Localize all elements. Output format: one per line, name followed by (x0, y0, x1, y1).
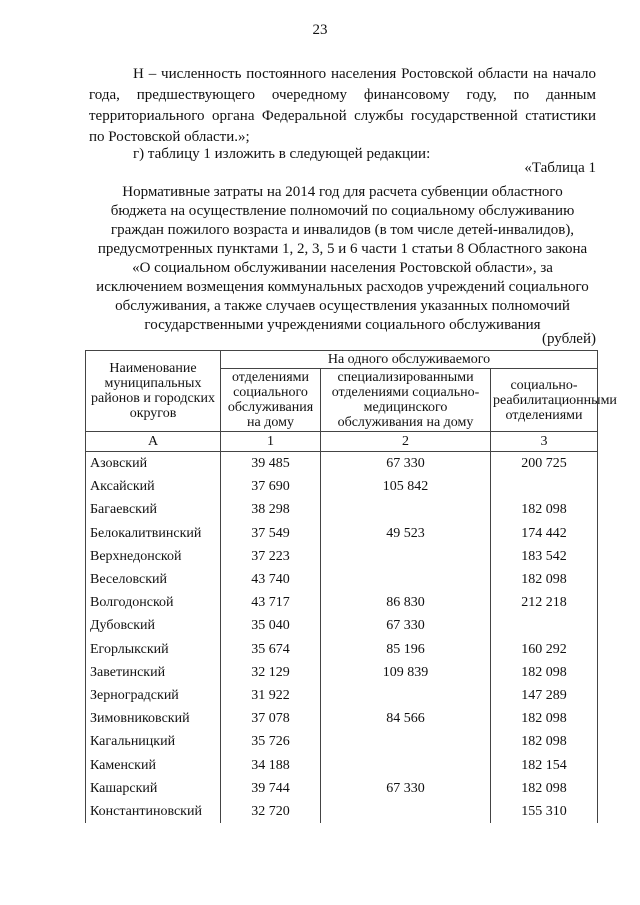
municipality-name: Аксайский (86, 475, 221, 498)
value-cell: 39 744 (221, 777, 321, 800)
table-row (86, 568, 598, 591)
table-body (86, 452, 598, 824)
table-title-line: Нормативные затраты на 2014 год для расчета субвенции областного (122, 184, 563, 200)
value-cell: 31 922 (221, 684, 321, 707)
header-rehabilitation: социально-реабилитационными отделениями (491, 369, 598, 432)
table-title-line: обслуживания, а также случаев осуществления указанных полномочий (115, 298, 570, 314)
units-label: (рублей) (541, 331, 596, 347)
municipality-name: Волгодонской (86, 591, 221, 614)
value-cell: 182 154 (491, 753, 598, 776)
header-municipality: Наименование муниципальных районов и городских округов (86, 351, 221, 432)
paragraph-2-text: г) таблицу 1 изложить в следующей редакции: (133, 146, 431, 162)
table-row (86, 452, 598, 476)
table-title-line: исключением возмещения коммунальных расходов учреждений социального (96, 279, 589, 295)
municipality-name: Верхнедонской (86, 545, 221, 568)
index-cell: А (86, 432, 221, 452)
table-row (86, 777, 598, 800)
value-cell (321, 730, 491, 753)
value-cell: 183 542 (491, 545, 598, 568)
table-title-line: государственными учреждениями социального обслуживания (144, 317, 541, 333)
table-row (86, 591, 598, 614)
value-cell: 200 725 (491, 452, 598, 476)
value-cell: 38 298 (221, 498, 321, 521)
value-cell: 35 674 (221, 638, 321, 661)
value-cell (321, 498, 491, 521)
table-row (86, 522, 598, 545)
table-row (86, 638, 598, 661)
value-cell: 155 310 (491, 800, 598, 823)
value-cell: 32 720 (221, 800, 321, 823)
value-cell: 160 292 (491, 638, 598, 661)
value-cell (321, 545, 491, 568)
value-cell: 85 196 (321, 638, 491, 661)
municipality-name: Заветинский (86, 661, 221, 684)
value-cell: 182 098 (491, 661, 598, 684)
table-row (86, 753, 598, 776)
value-cell: 43 717 (221, 591, 321, 614)
value-cell: 37 078 (221, 707, 321, 730)
value-cell: 182 098 (491, 498, 598, 521)
table-title-line: бюджета на осуществление полномочий по социальному обслуживанию (110, 203, 575, 219)
value-cell: 35 726 (221, 730, 321, 753)
value-cell: 109 839 (321, 661, 491, 684)
municipality-name: Кашарский (86, 777, 221, 800)
value-cell: 67 330 (321, 777, 491, 800)
value-cell: 34 188 (221, 753, 321, 776)
value-cell (321, 753, 491, 776)
value-cell: 49 523 (321, 522, 491, 545)
page-number: 23 (312, 22, 328, 38)
table-row (86, 730, 598, 753)
header-per-client: На одного обслуживаемого (221, 351, 598, 369)
value-cell: 105 842 (321, 475, 491, 498)
value-cell: 35 040 (221, 614, 321, 637)
value-cell: 84 566 (321, 707, 491, 730)
table-label: «Таблица 1 (524, 160, 596, 176)
expenditure-norms-table (85, 350, 617, 823)
header-home-service: отделениями социального обслуживания на дому (221, 369, 321, 432)
municipality-name: Азовский (86, 452, 221, 476)
municipality-name: Белокалитвинский (86, 522, 221, 545)
value-cell: 212 218 (491, 591, 598, 614)
municipality-name: Дубовский (86, 614, 221, 637)
paragraph-1-text: Н – численность постоянного населения Ростовской области на начало года, предшествующего очередному финансовому году, по данным территориального органа Федеральной службы государственной статистики по Ростовской области.»; (89, 66, 596, 145)
table-title-line: граждан пожилого возраста и инвалидов (в том числе детей-инвалидов), (110, 222, 575, 238)
value-cell: 67 330 (321, 614, 491, 637)
municipality-name: Багаевский (86, 498, 221, 521)
value-cell (491, 475, 598, 498)
paragraph-population-definition (89, 64, 596, 148)
value-cell: 182 098 (491, 707, 598, 730)
paragraph-table-instruction (89, 144, 596, 165)
value-cell: 37 690 (221, 475, 321, 498)
table-title-line: «О социальном обслуживании населения Ростовской области», за (132, 260, 553, 276)
municipality-name: Кагальницкий (86, 730, 221, 753)
index-cell: 3 (491, 432, 598, 452)
value-cell: 32 129 (221, 661, 321, 684)
value-cell (321, 800, 491, 823)
municipality-name: Веселовский (86, 568, 221, 591)
value-cell: 67 330 (321, 452, 491, 476)
municipality-name: Егорлыкский (86, 638, 221, 661)
municipality-name: Константиновский (86, 800, 221, 823)
table-row (86, 498, 598, 521)
municipality-name: Зерноградский (86, 684, 221, 707)
municipality-name: Зимовниковский (86, 707, 221, 730)
table-row (86, 475, 598, 498)
value-cell: 43 740 (221, 568, 321, 591)
value-cell (321, 568, 491, 591)
table-row (86, 800, 598, 823)
value-cell: 182 098 (491, 777, 598, 800)
municipality-name: Каменский (86, 753, 221, 776)
value-cell (321, 684, 491, 707)
value-cell: 37 223 (221, 545, 321, 568)
value-cell: 147 289 (491, 684, 598, 707)
value-cell: 39 485 (221, 452, 321, 476)
table-row (86, 614, 598, 637)
table-row (86, 684, 598, 707)
value-cell: 37 549 (221, 522, 321, 545)
value-cell: 174 442 (491, 522, 598, 545)
index-cell: 1 (221, 432, 321, 452)
index-cell: 2 (321, 432, 491, 452)
value-cell: 182 098 (491, 730, 598, 753)
header-medical-home-service: специализированными отделениями социально-медицинского обслуживания на дому (321, 369, 491, 432)
table-title (89, 183, 596, 335)
table-row (86, 661, 598, 684)
table-row (86, 545, 598, 568)
value-cell: 182 098 (491, 568, 598, 591)
table-row (86, 707, 598, 730)
table-title-line: предусмотренных пунктами 1, 2, 3, 5 и 6 части 1 статьи 8 Областного закона (97, 241, 588, 257)
value-cell (491, 614, 598, 637)
value-cell: 86 830 (321, 591, 491, 614)
